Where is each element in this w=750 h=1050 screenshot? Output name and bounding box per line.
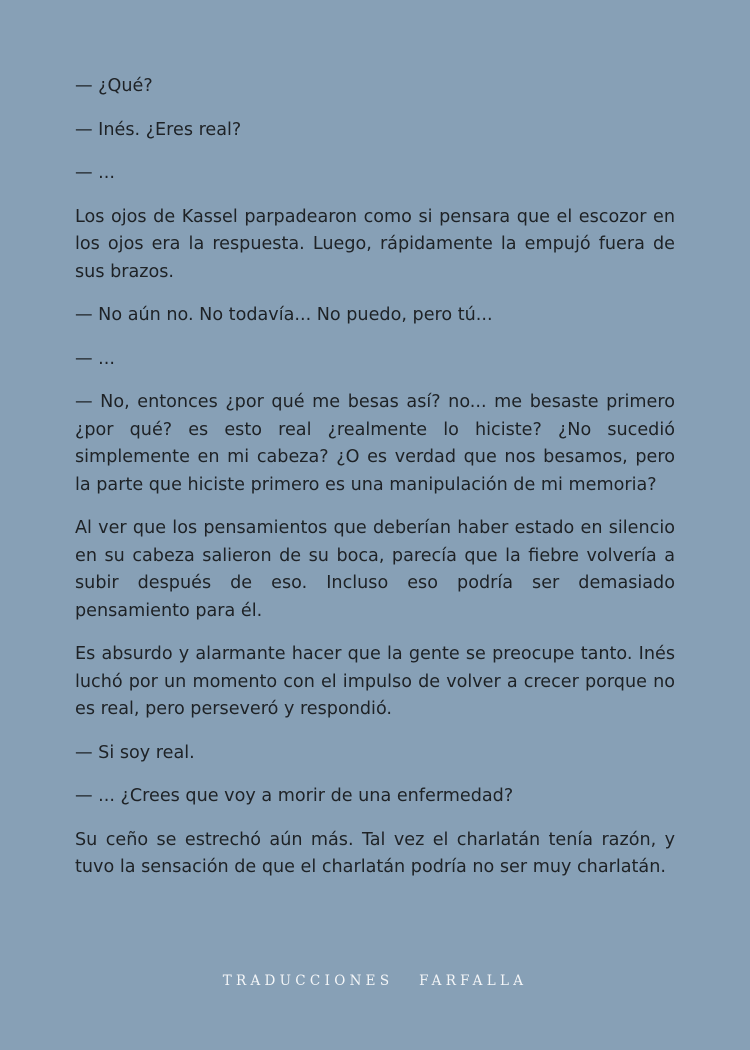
narration-paragraph: Es absurdo y alarmante hacer que la gente se preocupe tanto. Inés luchó por un momento con el impulso de volver a crecer porque no es real, pero perseveró y respondió. <box>75 644 675 719</box>
dialogue-line: — ... <box>75 348 115 369</box>
dialogue-paragraph: — No, entonces ¿por qué me besas así? no... me besaste primero ¿por qué? es esto real ¿realmente lo hiciste? ¿No sucedió simplemente en mi cabeza? ¿O es verdad que nos besamos, pero la parte que hiciste primero es una manipulación de mi memoria? <box>75 392 675 495</box>
narration-paragraph: Su ceño se estrechó aún más. Tal vez el charlatán tenía razón, y tuvo la sensación de que el charlatán podría no ser muy charlatán. <box>75 829 675 877</box>
dialogue-line: — No aún no. No todavía... No puedo, pero tú... <box>75 305 493 325</box>
dialogue-line: — ¿Qué? <box>75 76 153 96</box>
narration-paragraph: Los ojos de Kassel parpadearon como si pensara que el escozor en los ojos era la respuesta. Luego, rápidamente la empujó fuera de sus brazos. <box>75 206 675 282</box>
dialogue-line: — ... ¿Crees que voy a morir de una enfermedad? <box>75 786 514 806</box>
dialogue-line: — ... <box>75 163 115 183</box>
footer-credit: TRADUCCIONES FARFALLA <box>222 973 528 989</box>
dialogue-line: — Si soy real. <box>75 742 195 763</box>
page-text <box>75 73 675 898</box>
dialogue-line: — Inés. ¿Eres real? <box>75 119 242 140</box>
narration-paragraph: Al ver que los pensamientos que deberían haber estado en silencio en su cabeza salieron de su boca, parecía que la fiebre volvería a subir después de eso. Incluso eso podría ser demasiado pensamiento para él. <box>75 518 675 621</box>
